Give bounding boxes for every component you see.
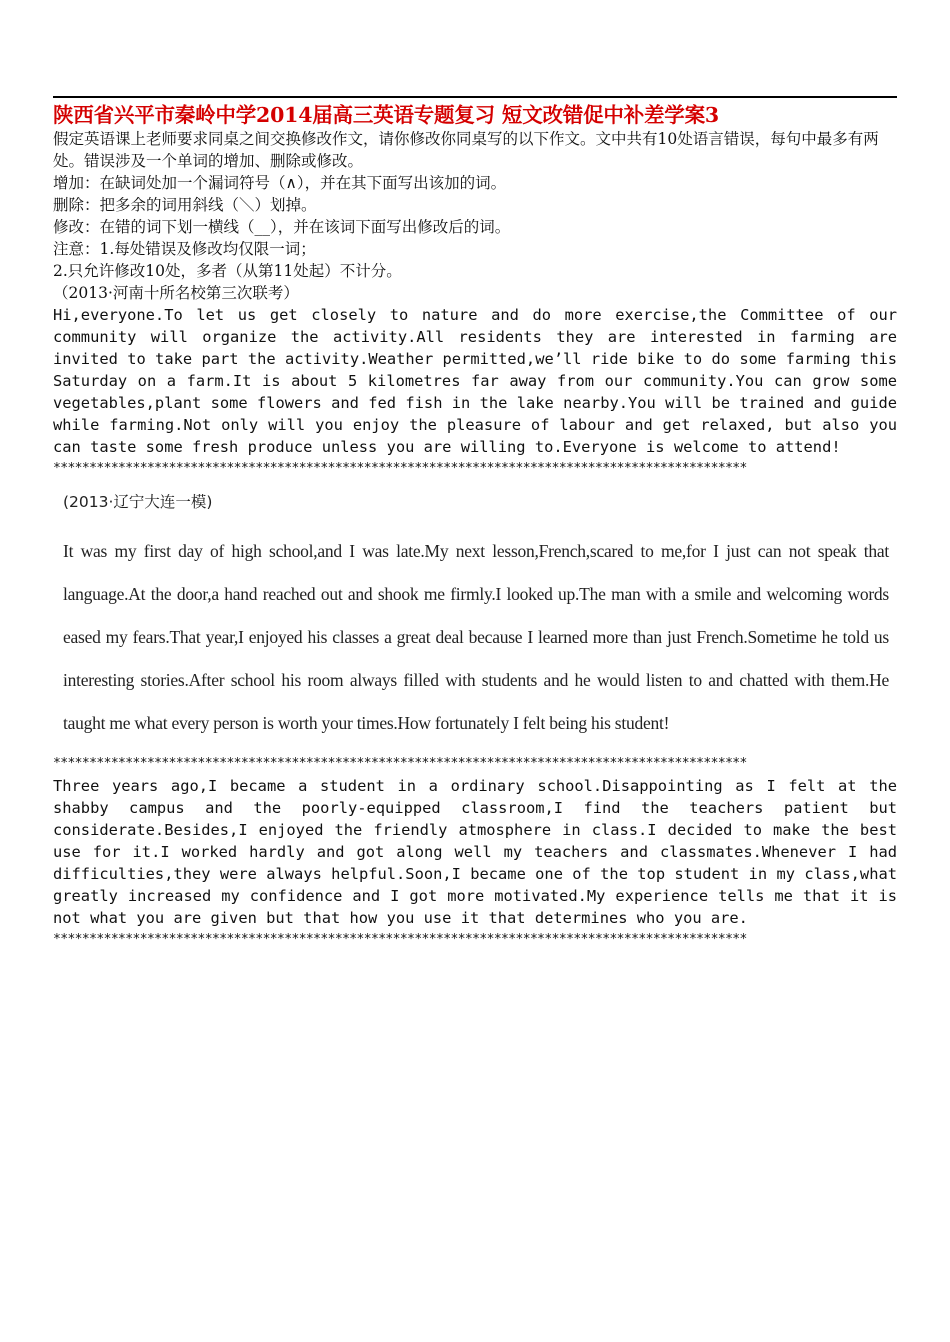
document-page bbox=[53, 96, 897, 951]
passage3-text: Three years ago,I became a student in a ordinary school.Disappointing as I felt at the shabby campus and the poorly-equipped classroom,I find the teachers patient but considerate.Besides,I enjoyed the friendly atmosphere in class.I decided to make the best use for it.I worked hardly and got along well my teachers and classmates.Whenever I had difficulties,they were always helpful.Soon,I became one of the top student in my class,what greatly increased my confidence and I got more motivated.My experience tells me that it is not what you are given but that how you use it that determines who you are. bbox=[53, 777, 897, 927]
separator-2: ************************************************************************************************ bbox=[53, 756, 747, 771]
instruction-line: 假定英语课上老师要求同桌之间交换修改作文，请你修改你同桌写的以下作文。文中共有10处语言错误，每句中最多有两处。错误涉及一个单词的增加、删除或修改。 bbox=[53, 130, 879, 170]
instructions bbox=[53, 128, 897, 304]
passage2-text: It was my first day of high school,and I was late.My next lesson,French,scared to me,for I just can not speak that language.At the door,a hand reached out and shook me firmly.I looked up.The man with a smile and welcoming words eased my fears.That year,I enjoyed his classes a great deal because I learned more than just French.Sometime he told us interesting stories.After school his room always filled with students and he would listen to and chatted with them.He taught me what every person is worth your times.How fortunately I felt being his student! bbox=[63, 541, 889, 733]
document-title: 陕西省兴平市秦岭中学2014届高三英语专题复习 短文改错促中补差学案3 bbox=[53, 103, 719, 127]
separator-1: ************************************************************************************************ bbox=[53, 461, 747, 476]
passage1-source: （2013·河南十所名校第三次联考） bbox=[53, 284, 299, 302]
top-rule bbox=[53, 96, 897, 98]
passage1-text: Hi,everyone.To let us get closely to nature and do more exercise,the Committee of our community will organize the activity.All residents they are interested in farming are invited to take part the activity.Weather permitted,we’ll ride bike to do some farming this Saturday on a farm.It is about 5 kilometres far away from our community.You can grow some vegetables,plant some flowers and fed fish in the lake nearby.You will be trained and guide while farming.Not only will you enjoy the pleasure of labour and get relaxed, but also you can taste some fresh produce unless you are willing to.Everyone is welcome to attend! bbox=[53, 306, 897, 456]
passage2-scan bbox=[63, 488, 889, 745]
instruction-line: 2.只允许修改10处，多者（从第11处起）不计分。 bbox=[53, 262, 402, 280]
instruction-line: 注意：1.每处错误及修改均仅限一词； bbox=[53, 240, 316, 258]
instruction-line: 删除：把多余的词用斜线（＼）划掉。 bbox=[53, 196, 317, 214]
passage1 bbox=[53, 304, 897, 458]
instruction-line: 修改：在错的词下划一横线（__），并在该词下面写出修改后的词。 bbox=[53, 218, 511, 236]
instruction-line: 增加：在缺词处加一个漏词符号（∧），并在其下面写出该加的词。 bbox=[53, 174, 507, 192]
passage3 bbox=[53, 775, 897, 929]
separator-3: ************************************************************************************************ bbox=[53, 932, 747, 947]
passage2-source: (2013·辽宁大连一模) bbox=[63, 493, 213, 511]
